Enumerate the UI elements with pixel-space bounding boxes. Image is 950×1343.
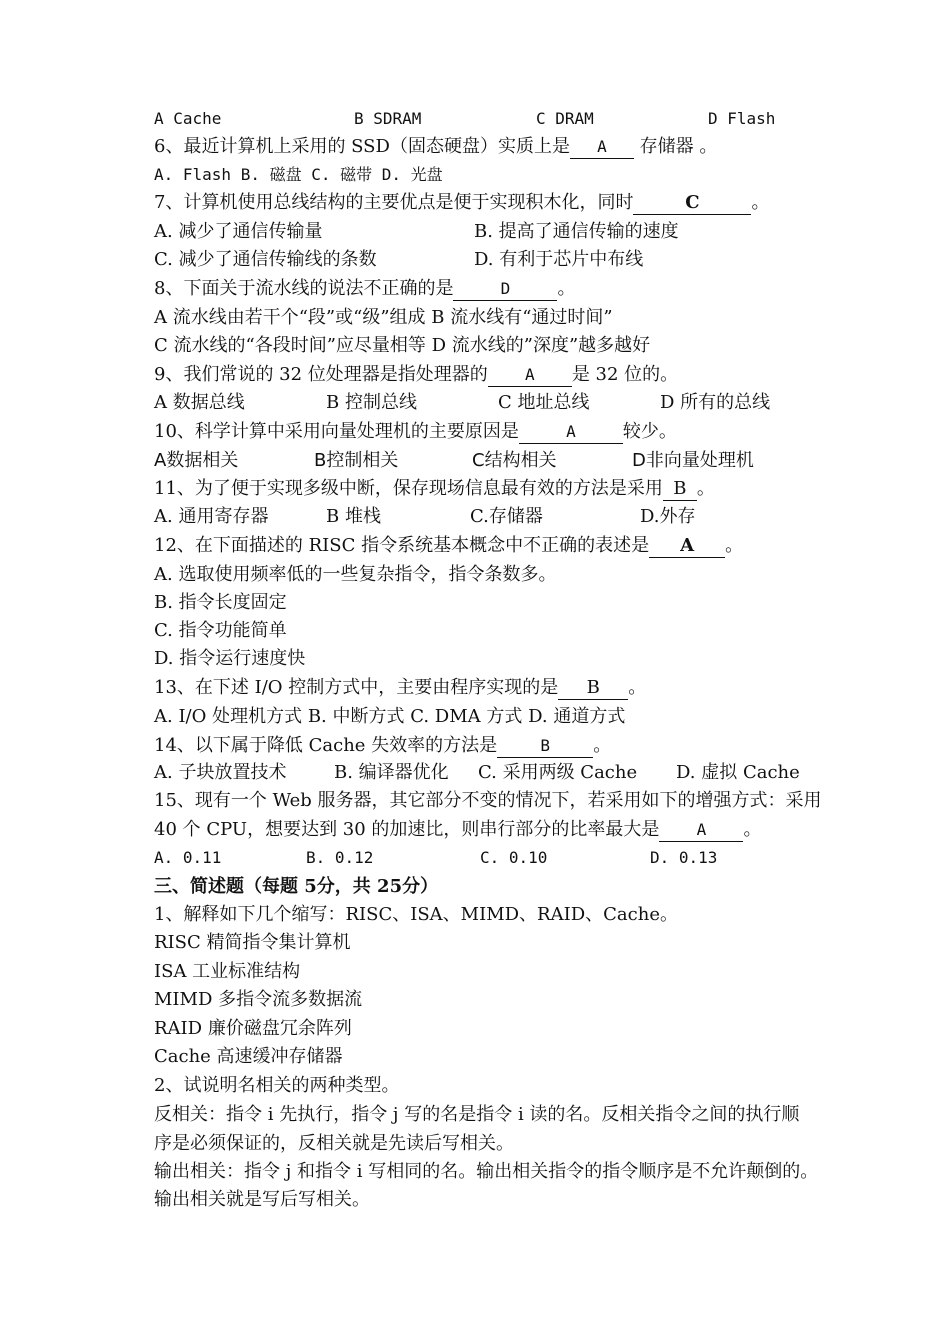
q8-answer: D [453,279,557,301]
q5-option-a: A Cache [154,109,222,128]
q14-option-b: B. 编译器优化 [334,762,449,783]
short-answer-2: 2、试说明名相关的两种类型。 [154,1075,400,1096]
q7-stem: 7、计算机使用总线结构的主要优点是便于实现积木化，同时 [154,192,634,213]
answer-isa: ISA 工业标准结构 [154,961,301,982]
q6-stem: 6、最近计算机上采用的 SSD（固态硬盘）实质上是 [154,136,570,157]
q15-tail: 。 [743,819,762,840]
q5-option-d: D Flash [708,109,776,128]
q15-answer: A [659,820,743,842]
q14-option-a: A. 子块放置技术 [154,762,287,783]
question-8 [154,277,575,301]
q9-tail: 是 32 位的。 [571,364,679,385]
q6-tail: 存储器 。 [633,136,718,157]
q11-tail: 。 [696,478,715,499]
q13-tail: 。 [628,677,647,698]
answer-mimd: MIMD 多指令流多数据流 [154,989,363,1010]
q7-tail: 。 [751,192,770,213]
q7-option-a: A. 减少了通信传输量 [154,221,323,242]
q10-answer: A [519,422,623,444]
q14-option-c: C. 采用两级 Cache [478,762,638,783]
answer-risc: RISC 精简指令集计算机 [154,932,351,953]
q8-stem: 8、下面关于流水线的说法不正确的是 [154,278,454,299]
q11-option-d: D.外存 [640,506,696,527]
q8-tail: 。 [557,278,576,299]
q15-options [154,846,854,870]
q15-stem: 40 个 CPU，想要达到 30 的加速比，则串行部分的比率最大是 [154,819,660,840]
q12-answer: A [649,536,725,558]
q14-options [154,761,854,785]
q12-option-b: B. 指令长度固定 [154,592,287,613]
q9-answer: A [488,365,572,387]
q15-option-d: D. 0.13 [650,848,718,867]
output-dependence-line2: 输出相关就是写后写相关。 [154,1189,370,1210]
q9-option-d: D 所有的总线 [660,392,771,413]
q10-tail: 较少。 [622,421,677,442]
q7-options-ab [154,220,854,244]
section-3-heading: 三、简述题（每题 5分，共 25分） [154,876,439,897]
q11-options [154,505,854,529]
question-15-line1: 15、现有一个 Web 服务器，其它部分不变的情况下，若采用如下的增强方式：采用 [154,790,822,811]
question-13 [154,676,646,700]
q11-option-b: B 堆栈 [326,506,381,527]
q14-stem: 14、以下属于降低 Cache 失效率的方法是 [154,735,498,756]
q5-options [154,107,854,131]
q12-tail: 。 [725,535,744,556]
q15-option-a: A. 0.11 [154,848,222,867]
q6-options: A. Flash B. 磁盘 C. 磁带 D. 光盘 [154,165,443,184]
short-answer-1: 1、解释如下几个缩写：RISC、ISA、MIMD、RAID、Cache。 [154,904,678,925]
anti-dependence-line2: 序是必须保证的，反相关就是先读后写相关。 [154,1133,514,1154]
q10-stem: 10、科学计算中采用向量处理机的主要原因是 [154,421,519,442]
q10-option-c: C结构相关 [472,450,557,471]
q12-stem: 12、在下面描述的 RISC 指令系统基本概念中不正确的表述是 [154,535,650,556]
q12-option-c: C. 指令功能简单 [154,620,287,641]
q10-option-d: D非向量处理机 [632,450,754,471]
question-6 [154,135,717,159]
q11-option-a: A. 通用寄存器 [154,506,269,527]
q5-option-c: C DRAM [536,109,594,128]
q9-options [154,391,854,415]
q10-option-a: A数据相关 [154,450,239,471]
q11-answer: B [663,479,697,501]
q15-option-b: B. 0.12 [306,848,374,867]
anti-dependence-line1: 反相关：指令 i 先执行，指令 j 写的名是指令 i 读的名。反相关指令之间的执行顺 [154,1104,800,1125]
q13-stem: 13、在下述 I/O 控制方式中，主要由程序实现的是 [154,677,559,698]
question-12 [154,534,743,558]
q14-answer: B [497,736,593,758]
question-10 [154,420,677,444]
q7-options-cd [154,248,854,272]
q9-option-a: A 数据总线 [154,392,245,413]
q13-answer: B [558,678,628,700]
q10-options [154,449,854,473]
q6-answer: A [570,137,634,159]
answer-cache: Cache 高速缓冲存储器 [154,1046,343,1067]
q5-option-b: B SDRAM [354,109,422,128]
q7-option-d: D. 有利于芯片中布线 [474,249,644,270]
question-15-line2 [154,818,761,842]
q9-stem: 9、我们常说的 32 位处理器是指处理器的 [154,364,488,385]
q11-stem: 11、为了便于实现多级中断，保存现场信息最有效的方法是采用 [154,478,663,499]
question-7 [154,191,769,215]
q10-option-b: B控制相关 [314,450,399,471]
q13-options: A. I/O 处理机方式 B. 中断方式 C. DMA 方式 D. 通道方式 [154,706,626,727]
q8-options-ab: A 流水线由若干个“段”或“级”组成 B 流水线有“通过时间” [154,307,613,328]
q8-options-cd: C 流水线的“各段时间”应尽量相等 D 流水线的”深度”越多越好 [154,335,651,356]
question-9 [154,363,678,387]
q7-option-c: C. 减少了通信传输线的条数 [154,249,377,270]
q14-option-d: D. 虚拟 Cache [676,762,800,783]
output-dependence-line1: 输出相关：指令 j 和指令 i 写相同的名。输出相关指令的指令顺序是不允许颠倒的。 [154,1161,819,1182]
q14-tail: 。 [593,735,612,756]
q12-option-a: A. 选取使用频率低的一些复杂指令，指令条数多。 [154,564,557,585]
question-11 [154,477,715,501]
q11-option-c: C.存储器 [470,506,543,527]
q15-option-c: C. 0.10 [480,848,548,867]
q12-option-d: D. 指令运行速度快 [154,648,306,669]
q7-answer: C [633,193,751,215]
q9-option-c: C 地址总线 [498,392,590,413]
question-14 [154,734,611,758]
q7-option-b: B. 提高了通信传输的速度 [474,221,679,242]
q9-option-b: B 控制总线 [326,392,417,413]
answer-raid: RAID 廉价磁盘冗余阵列 [154,1018,352,1039]
